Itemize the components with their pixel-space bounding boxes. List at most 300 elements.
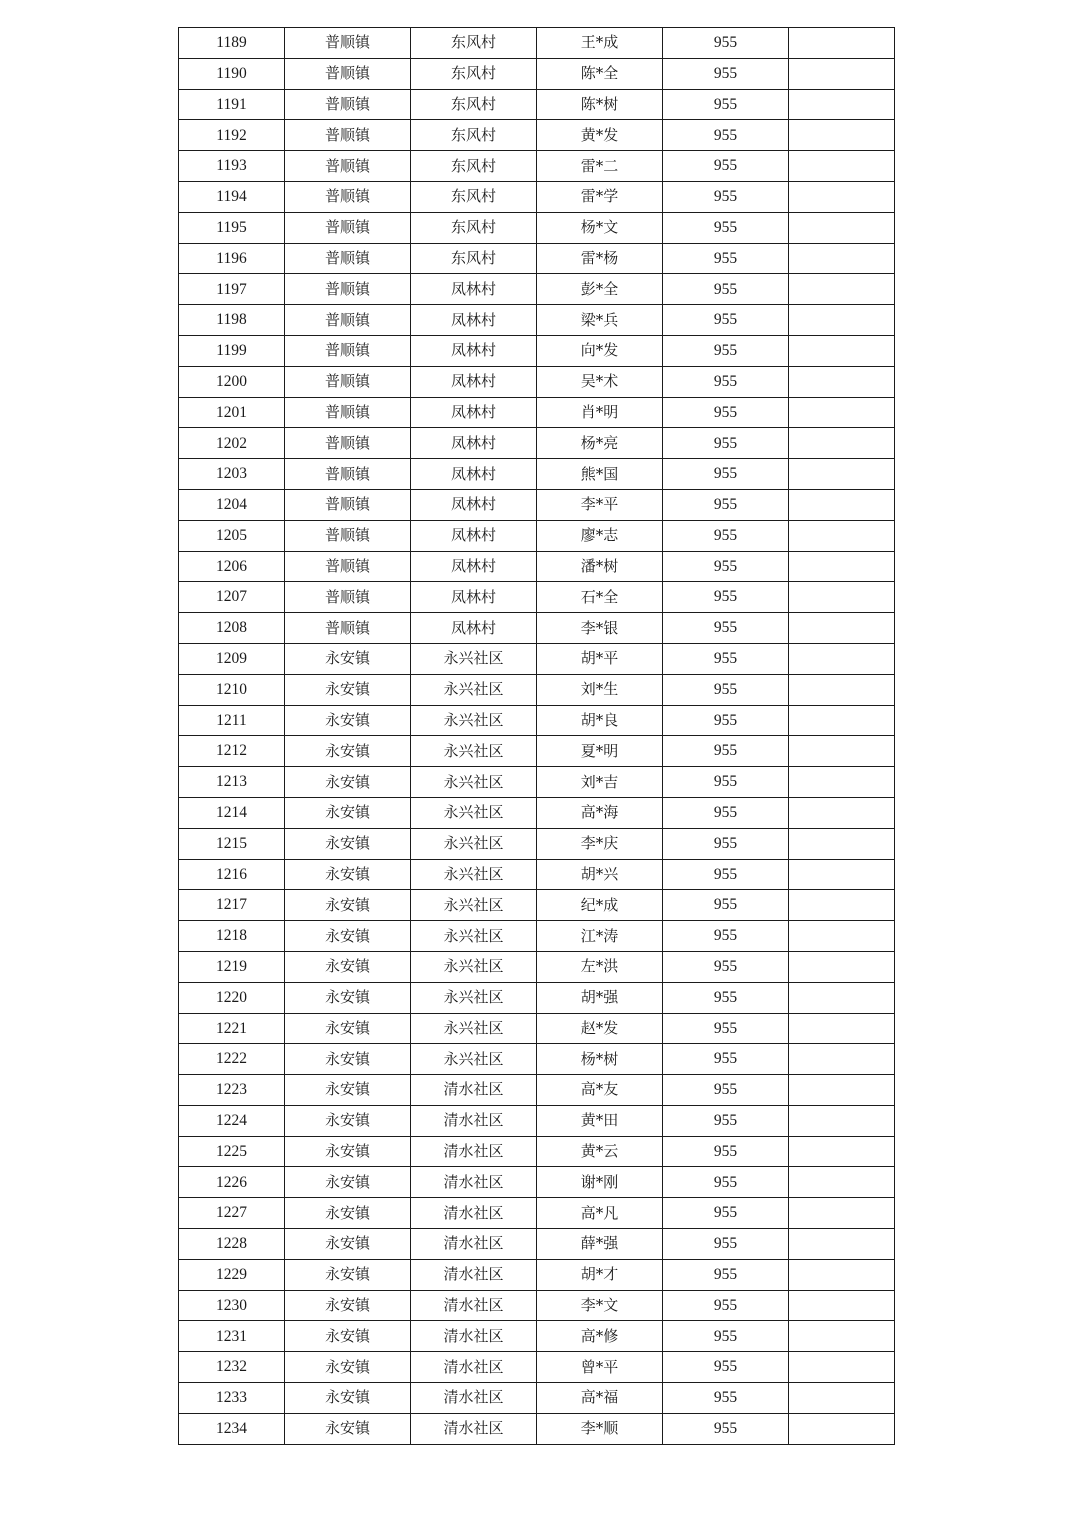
table-row bbox=[179, 890, 895, 921]
amount-cell: 955 bbox=[663, 828, 789, 859]
serial-number-cell: 1228 bbox=[179, 1229, 285, 1260]
amount-cell: 955 bbox=[663, 335, 789, 366]
village-cell: 凤林村 bbox=[411, 366, 537, 397]
town-cell: 永安镇 bbox=[285, 1167, 411, 1198]
village-cell: 永兴社区 bbox=[411, 736, 537, 767]
table-row bbox=[179, 1259, 895, 1290]
serial-number-cell: 1197 bbox=[179, 274, 285, 305]
amount-cell: 955 bbox=[663, 921, 789, 952]
note-cell bbox=[789, 335, 895, 366]
table-row bbox=[179, 797, 895, 828]
amount-cell: 955 bbox=[663, 1259, 789, 1290]
person-name-cell: 胡*强 bbox=[537, 982, 663, 1013]
town-cell: 永安镇 bbox=[285, 1383, 411, 1414]
amount-cell: 955 bbox=[663, 459, 789, 490]
serial-number-cell: 1192 bbox=[179, 120, 285, 151]
serial-number-cell: 1194 bbox=[179, 181, 285, 212]
town-cell: 普顺镇 bbox=[285, 243, 411, 274]
table-row bbox=[179, 613, 895, 644]
town-cell: 普顺镇 bbox=[285, 274, 411, 305]
note-cell bbox=[789, 982, 895, 1013]
serial-number-cell: 1203 bbox=[179, 459, 285, 490]
person-name-cell: 杨*文 bbox=[537, 212, 663, 243]
serial-number-cell: 1224 bbox=[179, 1105, 285, 1136]
note-cell bbox=[789, 520, 895, 551]
amount-cell: 955 bbox=[663, 1136, 789, 1167]
serial-number-cell: 1217 bbox=[179, 890, 285, 921]
town-cell: 普顺镇 bbox=[285, 305, 411, 336]
table-row bbox=[179, 1044, 895, 1075]
village-cell: 永兴社区 bbox=[411, 797, 537, 828]
table-row bbox=[179, 1167, 895, 1198]
village-cell: 凤林村 bbox=[411, 428, 537, 459]
note-cell bbox=[789, 243, 895, 274]
note-cell bbox=[789, 58, 895, 89]
note-cell bbox=[789, 1290, 895, 1321]
table-row bbox=[179, 28, 895, 59]
town-cell: 永安镇 bbox=[285, 1198, 411, 1229]
amount-cell: 955 bbox=[663, 1229, 789, 1260]
serial-number-cell: 1223 bbox=[179, 1075, 285, 1106]
amount-cell: 955 bbox=[663, 1075, 789, 1106]
amount-cell: 955 bbox=[663, 212, 789, 243]
table-row bbox=[179, 767, 895, 798]
note-cell bbox=[789, 89, 895, 120]
amount-cell: 955 bbox=[663, 1198, 789, 1229]
amount-cell: 955 bbox=[663, 1383, 789, 1414]
amount-cell: 955 bbox=[663, 58, 789, 89]
person-name-cell: 高*修 bbox=[537, 1321, 663, 1352]
table-row bbox=[179, 305, 895, 336]
person-name-cell: 胡*才 bbox=[537, 1259, 663, 1290]
village-cell: 凤林村 bbox=[411, 582, 537, 613]
amount-cell: 955 bbox=[663, 1105, 789, 1136]
note-cell bbox=[789, 613, 895, 644]
note-cell bbox=[789, 1167, 895, 1198]
village-cell: 永兴社区 bbox=[411, 828, 537, 859]
note-cell bbox=[789, 181, 895, 212]
person-name-cell: 李*银 bbox=[537, 613, 663, 644]
town-cell: 永安镇 bbox=[285, 1136, 411, 1167]
town-cell: 永安镇 bbox=[285, 1321, 411, 1352]
town-cell: 永安镇 bbox=[285, 921, 411, 952]
town-cell: 普顺镇 bbox=[285, 551, 411, 582]
amount-cell: 955 bbox=[663, 181, 789, 212]
village-cell: 凤林村 bbox=[411, 335, 537, 366]
amount-cell: 955 bbox=[663, 736, 789, 767]
town-cell: 永安镇 bbox=[285, 951, 411, 982]
amount-cell: 955 bbox=[663, 397, 789, 428]
person-name-cell: 李*文 bbox=[537, 1290, 663, 1321]
village-cell: 清水社区 bbox=[411, 1259, 537, 1290]
village-cell: 永兴社区 bbox=[411, 705, 537, 736]
amount-cell: 955 bbox=[663, 613, 789, 644]
village-cell: 凤林村 bbox=[411, 489, 537, 520]
note-cell bbox=[789, 1383, 895, 1414]
serial-number-cell: 1205 bbox=[179, 520, 285, 551]
note-cell bbox=[789, 643, 895, 674]
amount-cell: 955 bbox=[663, 551, 789, 582]
table-row bbox=[179, 674, 895, 705]
village-cell: 清水社区 bbox=[411, 1413, 537, 1444]
note-cell bbox=[789, 151, 895, 182]
village-cell: 永兴社区 bbox=[411, 1044, 537, 1075]
serial-number-cell: 1214 bbox=[179, 797, 285, 828]
person-name-cell: 刘*吉 bbox=[537, 767, 663, 798]
table-row bbox=[179, 1352, 895, 1383]
serial-number-cell: 1201 bbox=[179, 397, 285, 428]
village-cell: 东风村 bbox=[411, 212, 537, 243]
town-cell: 普顺镇 bbox=[285, 489, 411, 520]
table-row bbox=[179, 582, 895, 613]
town-cell: 普顺镇 bbox=[285, 428, 411, 459]
note-cell bbox=[789, 767, 895, 798]
person-name-cell: 纪*成 bbox=[537, 890, 663, 921]
person-name-cell: 陈*树 bbox=[537, 89, 663, 120]
person-name-cell: 吴*术 bbox=[537, 366, 663, 397]
person-name-cell: 左*洪 bbox=[537, 951, 663, 982]
note-cell bbox=[789, 366, 895, 397]
table-row bbox=[179, 120, 895, 151]
table-row bbox=[179, 859, 895, 890]
town-cell: 普顺镇 bbox=[285, 28, 411, 59]
amount-cell: 955 bbox=[663, 89, 789, 120]
village-cell: 清水社区 bbox=[411, 1383, 537, 1414]
village-cell: 永兴社区 bbox=[411, 767, 537, 798]
table-row bbox=[179, 1198, 895, 1229]
village-cell: 凤林村 bbox=[411, 613, 537, 644]
amount-cell: 955 bbox=[663, 1290, 789, 1321]
village-cell: 清水社区 bbox=[411, 1198, 537, 1229]
table-row bbox=[179, 1321, 895, 1352]
serial-number-cell: 1218 bbox=[179, 921, 285, 952]
person-name-cell: 向*发 bbox=[537, 335, 663, 366]
town-cell: 普顺镇 bbox=[285, 181, 411, 212]
amount-cell: 955 bbox=[663, 951, 789, 982]
town-cell: 永安镇 bbox=[285, 1413, 411, 1444]
serial-number-cell: 1221 bbox=[179, 1013, 285, 1044]
table-row bbox=[179, 643, 895, 674]
table-row bbox=[179, 1383, 895, 1414]
village-cell: 清水社区 bbox=[411, 1136, 537, 1167]
person-name-cell: 潘*树 bbox=[537, 551, 663, 582]
person-name-cell: 石*全 bbox=[537, 582, 663, 613]
village-cell: 东风村 bbox=[411, 151, 537, 182]
village-cell: 凤林村 bbox=[411, 397, 537, 428]
table-row bbox=[179, 243, 895, 274]
note-cell bbox=[789, 274, 895, 305]
village-cell: 凤林村 bbox=[411, 551, 537, 582]
amount-cell: 955 bbox=[663, 428, 789, 459]
person-name-cell: 胡*平 bbox=[537, 643, 663, 674]
person-name-cell: 夏*明 bbox=[537, 736, 663, 767]
town-cell: 普顺镇 bbox=[285, 120, 411, 151]
person-name-cell: 曾*平 bbox=[537, 1352, 663, 1383]
person-name-cell: 胡*兴 bbox=[537, 859, 663, 890]
town-cell: 永安镇 bbox=[285, 859, 411, 890]
table-row bbox=[179, 828, 895, 859]
serial-number-cell: 1206 bbox=[179, 551, 285, 582]
person-name-cell: 李*平 bbox=[537, 489, 663, 520]
town-cell: 普顺镇 bbox=[285, 151, 411, 182]
town-cell: 普顺镇 bbox=[285, 58, 411, 89]
village-cell: 清水社区 bbox=[411, 1321, 537, 1352]
serial-number-cell: 1195 bbox=[179, 212, 285, 243]
person-name-cell: 李*顺 bbox=[537, 1413, 663, 1444]
note-cell bbox=[789, 705, 895, 736]
serial-number-cell: 1196 bbox=[179, 243, 285, 274]
note-cell bbox=[789, 120, 895, 151]
note-cell bbox=[789, 890, 895, 921]
serial-number-cell: 1193 bbox=[179, 151, 285, 182]
village-cell: 永兴社区 bbox=[411, 674, 537, 705]
town-cell: 普顺镇 bbox=[285, 613, 411, 644]
serial-number-cell: 1204 bbox=[179, 489, 285, 520]
village-cell: 清水社区 bbox=[411, 1290, 537, 1321]
note-cell bbox=[789, 674, 895, 705]
table-row bbox=[179, 705, 895, 736]
table-row bbox=[179, 181, 895, 212]
serial-number-cell: 1209 bbox=[179, 643, 285, 674]
amount-cell: 955 bbox=[663, 705, 789, 736]
note-cell bbox=[789, 736, 895, 767]
serial-number-cell: 1200 bbox=[179, 366, 285, 397]
table-row bbox=[179, 551, 895, 582]
note-cell bbox=[789, 828, 895, 859]
village-cell: 凤林村 bbox=[411, 274, 537, 305]
town-cell: 普顺镇 bbox=[285, 89, 411, 120]
person-name-cell: 陈*全 bbox=[537, 58, 663, 89]
person-name-cell: 雷*杨 bbox=[537, 243, 663, 274]
note-cell bbox=[789, 859, 895, 890]
amount-cell: 955 bbox=[663, 582, 789, 613]
town-cell: 普顺镇 bbox=[285, 335, 411, 366]
amount-cell: 955 bbox=[663, 151, 789, 182]
note-cell bbox=[789, 797, 895, 828]
amount-cell: 955 bbox=[663, 243, 789, 274]
amount-cell: 955 bbox=[663, 797, 789, 828]
serial-number-cell: 1207 bbox=[179, 582, 285, 613]
amount-cell: 955 bbox=[663, 1167, 789, 1198]
serial-number-cell: 1211 bbox=[179, 705, 285, 736]
table-row bbox=[179, 921, 895, 952]
town-cell: 永安镇 bbox=[285, 1105, 411, 1136]
village-cell: 永兴社区 bbox=[411, 1013, 537, 1044]
amount-cell: 955 bbox=[663, 274, 789, 305]
note-cell bbox=[789, 1352, 895, 1383]
serial-number-cell: 1232 bbox=[179, 1352, 285, 1383]
serial-number-cell: 1233 bbox=[179, 1383, 285, 1414]
note-cell bbox=[789, 1198, 895, 1229]
amount-cell: 955 bbox=[663, 520, 789, 551]
serial-number-cell: 1199 bbox=[179, 335, 285, 366]
village-cell: 凤林村 bbox=[411, 520, 537, 551]
person-name-cell: 黄*发 bbox=[537, 120, 663, 151]
note-cell bbox=[789, 305, 895, 336]
table-row bbox=[179, 489, 895, 520]
person-name-cell: 王*成 bbox=[537, 28, 663, 59]
serial-number-cell: 1226 bbox=[179, 1167, 285, 1198]
table-row bbox=[179, 982, 895, 1013]
village-cell: 永兴社区 bbox=[411, 643, 537, 674]
village-cell: 凤林村 bbox=[411, 459, 537, 490]
person-name-cell: 雷*学 bbox=[537, 181, 663, 212]
town-cell: 永安镇 bbox=[285, 674, 411, 705]
amount-cell: 955 bbox=[663, 1352, 789, 1383]
note-cell bbox=[789, 1105, 895, 1136]
town-cell: 永安镇 bbox=[285, 643, 411, 674]
person-name-cell: 杨*亮 bbox=[537, 428, 663, 459]
town-cell: 普顺镇 bbox=[285, 582, 411, 613]
table-row bbox=[179, 1075, 895, 1106]
amount-cell: 955 bbox=[663, 982, 789, 1013]
person-name-cell: 肖*明 bbox=[537, 397, 663, 428]
town-cell: 永安镇 bbox=[285, 797, 411, 828]
table-row bbox=[179, 736, 895, 767]
town-cell: 永安镇 bbox=[285, 1259, 411, 1290]
note-cell bbox=[789, 1321, 895, 1352]
village-cell: 东风村 bbox=[411, 28, 537, 59]
village-cell: 清水社区 bbox=[411, 1229, 537, 1260]
note-cell bbox=[789, 489, 895, 520]
town-cell: 永安镇 bbox=[285, 705, 411, 736]
note-cell bbox=[789, 428, 895, 459]
table-row bbox=[179, 520, 895, 551]
village-cell: 东风村 bbox=[411, 243, 537, 274]
table-row bbox=[179, 1413, 895, 1444]
town-cell: 普顺镇 bbox=[285, 397, 411, 428]
table-row bbox=[179, 1290, 895, 1321]
amount-cell: 955 bbox=[663, 1013, 789, 1044]
serial-number-cell: 1213 bbox=[179, 767, 285, 798]
town-cell: 永安镇 bbox=[285, 828, 411, 859]
town-cell: 永安镇 bbox=[285, 982, 411, 1013]
amount-cell: 955 bbox=[663, 366, 789, 397]
note-cell bbox=[789, 1136, 895, 1167]
amount-cell: 955 bbox=[663, 1413, 789, 1444]
table-row bbox=[179, 459, 895, 490]
serial-number-cell: 1216 bbox=[179, 859, 285, 890]
note-cell bbox=[789, 582, 895, 613]
roster-table bbox=[178, 27, 895, 1445]
note-cell bbox=[789, 921, 895, 952]
amount-cell: 955 bbox=[663, 643, 789, 674]
person-name-cell: 高*海 bbox=[537, 797, 663, 828]
serial-number-cell: 1215 bbox=[179, 828, 285, 859]
serial-number-cell: 1222 bbox=[179, 1044, 285, 1075]
serial-number-cell: 1231 bbox=[179, 1321, 285, 1352]
table-row bbox=[179, 58, 895, 89]
note-cell bbox=[789, 1013, 895, 1044]
person-name-cell: 梁*兵 bbox=[537, 305, 663, 336]
table-row bbox=[179, 274, 895, 305]
village-cell: 东风村 bbox=[411, 120, 537, 151]
person-name-cell: 刘*生 bbox=[537, 674, 663, 705]
note-cell bbox=[789, 551, 895, 582]
table-row bbox=[179, 1105, 895, 1136]
serial-number-cell: 1208 bbox=[179, 613, 285, 644]
town-cell: 永安镇 bbox=[285, 1229, 411, 1260]
note-cell bbox=[789, 951, 895, 982]
table-row bbox=[179, 212, 895, 243]
table-row bbox=[179, 335, 895, 366]
town-cell: 永安镇 bbox=[285, 1075, 411, 1106]
town-cell: 永安镇 bbox=[285, 1044, 411, 1075]
serial-number-cell: 1189 bbox=[179, 28, 285, 59]
town-cell: 普顺镇 bbox=[285, 212, 411, 243]
table-row bbox=[179, 428, 895, 459]
serial-number-cell: 1191 bbox=[179, 89, 285, 120]
town-cell: 永安镇 bbox=[285, 767, 411, 798]
village-cell: 东风村 bbox=[411, 58, 537, 89]
serial-number-cell: 1212 bbox=[179, 736, 285, 767]
person-name-cell: 赵*发 bbox=[537, 1013, 663, 1044]
person-name-cell: 谢*刚 bbox=[537, 1167, 663, 1198]
amount-cell: 955 bbox=[663, 1044, 789, 1075]
serial-number-cell: 1210 bbox=[179, 674, 285, 705]
amount-cell: 955 bbox=[663, 1321, 789, 1352]
table-row bbox=[179, 1136, 895, 1167]
village-cell: 东风村 bbox=[411, 89, 537, 120]
table-row bbox=[179, 397, 895, 428]
amount-cell: 955 bbox=[663, 859, 789, 890]
note-cell bbox=[789, 1413, 895, 1444]
serial-number-cell: 1229 bbox=[179, 1259, 285, 1290]
village-cell: 永兴社区 bbox=[411, 921, 537, 952]
serial-number-cell: 1220 bbox=[179, 982, 285, 1013]
serial-number-cell: 1230 bbox=[179, 1290, 285, 1321]
amount-cell: 955 bbox=[663, 767, 789, 798]
town-cell: 普顺镇 bbox=[285, 366, 411, 397]
table-row bbox=[179, 151, 895, 182]
amount-cell: 955 bbox=[663, 120, 789, 151]
person-name-cell: 李*庆 bbox=[537, 828, 663, 859]
town-cell: 永安镇 bbox=[285, 1352, 411, 1383]
town-cell: 普顺镇 bbox=[285, 459, 411, 490]
amount-cell: 955 bbox=[663, 674, 789, 705]
person-name-cell: 雷*二 bbox=[537, 151, 663, 182]
note-cell bbox=[789, 212, 895, 243]
amount-cell: 955 bbox=[663, 890, 789, 921]
village-cell: 清水社区 bbox=[411, 1105, 537, 1136]
note-cell bbox=[789, 1044, 895, 1075]
village-cell: 永兴社区 bbox=[411, 951, 537, 982]
person-name-cell: 黄*田 bbox=[537, 1105, 663, 1136]
amount-cell: 955 bbox=[663, 28, 789, 59]
serial-number-cell: 1198 bbox=[179, 305, 285, 336]
roster-table-body bbox=[179, 28, 895, 1445]
serial-number-cell: 1225 bbox=[179, 1136, 285, 1167]
person-name-cell: 彭*全 bbox=[537, 274, 663, 305]
person-name-cell: 高*凡 bbox=[537, 1198, 663, 1229]
person-name-cell: 胡*良 bbox=[537, 705, 663, 736]
note-cell bbox=[789, 1259, 895, 1290]
table-row bbox=[179, 1229, 895, 1260]
serial-number-cell: 1202 bbox=[179, 428, 285, 459]
village-cell: 清水社区 bbox=[411, 1352, 537, 1383]
village-cell: 清水社区 bbox=[411, 1167, 537, 1198]
town-cell: 普顺镇 bbox=[285, 520, 411, 551]
note-cell bbox=[789, 459, 895, 490]
village-cell: 凤林村 bbox=[411, 305, 537, 336]
table-row bbox=[179, 366, 895, 397]
note-cell bbox=[789, 1229, 895, 1260]
person-name-cell: 高*友 bbox=[537, 1075, 663, 1106]
village-cell: 东风村 bbox=[411, 181, 537, 212]
person-name-cell: 杨*树 bbox=[537, 1044, 663, 1075]
note-cell bbox=[789, 1075, 895, 1106]
town-cell: 永安镇 bbox=[285, 736, 411, 767]
